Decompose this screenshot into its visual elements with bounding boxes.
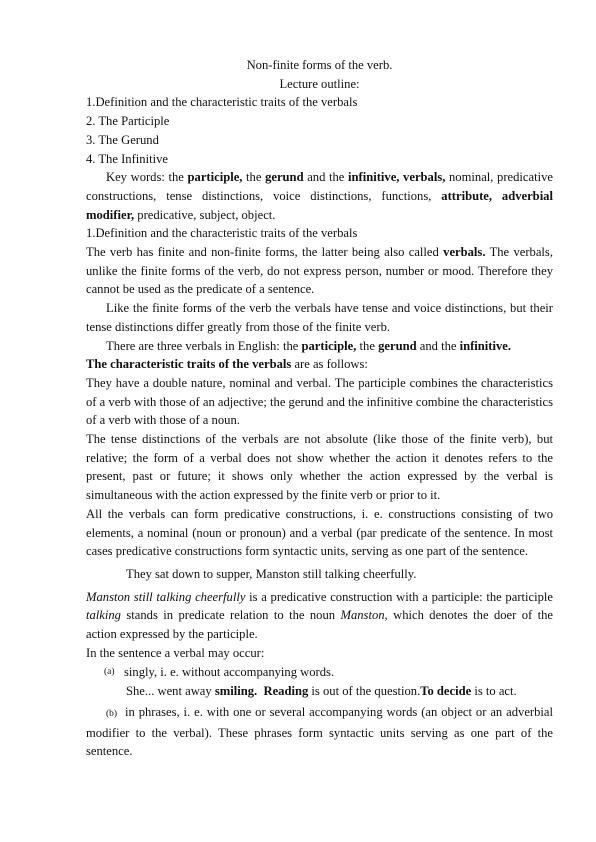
- keywords-text: Key words: the: [106, 170, 188, 185]
- term-bold: participle,: [301, 338, 357, 353]
- example-bold: Reading: [263, 684, 309, 699]
- keyword-bold: participle,: [187, 170, 243, 185]
- keywords-paragraph: [86, 168, 553, 224]
- list-item-text: singly, i. e. without accompanying words.: [124, 664, 335, 679]
- keywords-text: the: [242, 170, 266, 185]
- paragraph-text: The verb has finite and non-finite forms, the latter being also called: [86, 245, 444, 260]
- outline-item-2: 2. The Participle: [86, 114, 170, 129]
- paragraph-text: stands in predicate relation to the noun: [120, 608, 341, 623]
- document-page: [86, 56, 553, 761]
- example-bold: smiling.: [214, 684, 258, 699]
- term-bold: gerund: [378, 338, 417, 353]
- paragraph-verbals: [86, 243, 553, 299]
- traits-heading-text: are as follows:: [291, 357, 368, 372]
- paragraph-double-nature: They have a double nature, nominal and verbal. The participle combines the characteristics of a verb with those of an adjective; the gerund and the infinitive combine the characteristics of a verb with those of a noun.: [86, 375, 553, 428]
- outline-item-1: 1.Definition and the characteristic traits of the verbals: [86, 95, 358, 110]
- list-item-a: [86, 663, 553, 682]
- term-bold: infinitive.: [459, 338, 512, 353]
- traits-heading: [86, 355, 553, 374]
- traits-heading-bold: The characteristic traits of the verbals: [86, 357, 292, 372]
- paragraph-occur: In the sentence a verbal may occur:: [86, 645, 265, 660]
- example-italic: Manston still talking cheerfully: [86, 589, 246, 604]
- paragraph-text: which denotes the doer of the action expressed by the participle.: [86, 608, 554, 642]
- outline-item-4: 4. The Infinitive: [86, 151, 168, 166]
- example-verbals: [86, 682, 553, 701]
- keyword-bold: infinitive, verbals,: [348, 170, 446, 185]
- list-item-text: in phrases, i. e. with one or several accompanying words (an object or an adverbial modifier to the verbal). These phrases form syntactic units serving as one part of the sentence.: [86, 704, 553, 759]
- paragraph-text: is a predicative construction with a participle: the participle: [245, 589, 553, 604]
- keywords-text: and the: [303, 170, 349, 185]
- list-item-b: [86, 703, 553, 761]
- paragraph-predicative: All the verbals can form predicative constructions, i. e. constructions consisting of two elements, a nominal (noun or pronoun) and a verbal (par predicate of the sentence. In most cases predicative constructions form syntactic units, serving as one part of the sentence.: [86, 506, 553, 559]
- outline-item-3: 3. The Gerund: [86, 132, 159, 147]
- paragraph-three-verbals: [86, 337, 553, 356]
- example-text: is out of the question.: [308, 684, 421, 699]
- keywords-text: nominal, predicative constructions, tense distinctions, voice distinctions, functions,: [86, 170, 553, 203]
- example-bold: To decide: [420, 684, 472, 699]
- section-heading: 1.Definition and the characteristic traits of the verbals: [86, 226, 358, 241]
- paragraph-text: the: [356, 338, 379, 353]
- document-title: Non-finite forms of the verb.: [246, 58, 393, 72]
- keyword-bold: attribute, adverbial modifier,: [86, 188, 553, 222]
- example-italic: talking: [86, 608, 121, 623]
- example-italic: Manston,: [340, 608, 388, 623]
- paragraph-text: The verbals, unlike the finite forms of the verb, do not express person, number or mood. Therefore they cannot be used as the predicate of a sentence.: [86, 245, 553, 297]
- example-sentence: They sat down to supper, Manston still talking cheerfully.: [126, 566, 417, 581]
- paragraph-tense: Like the finite forms of the verb the verbals have tense and voice distinctions, but their tense distinctions differ greatly from those of the finite verb.: [86, 301, 553, 334]
- outline-heading: Lecture outline:: [279, 76, 360, 91]
- paragraph-manston: [86, 588, 553, 644]
- paragraph-text: and the: [416, 338, 460, 353]
- example-text: She... went away: [126, 684, 215, 699]
- example-text: is to act.: [471, 684, 517, 699]
- term-bold: verbals.: [443, 245, 486, 260]
- list-marker: (a): [104, 666, 115, 677]
- keywords-text: predicative, subject, object.: [134, 207, 276, 222]
- keyword-bold: gerund: [265, 170, 304, 185]
- paragraph-text: There are three verbals in English: the: [106, 338, 302, 353]
- paragraph-relative-tense: The tense distinctions of the verbals are not absolute (like those of the finite verb), but relative; the form of a verbal does not show whether the action it denotes refers to the present, past or future; it shows only whether the action expressed by the verbal is simultaneous with the action expressed by the finite verb or prior to it.: [86, 432, 553, 503]
- list-marker: (b): [106, 708, 118, 719]
